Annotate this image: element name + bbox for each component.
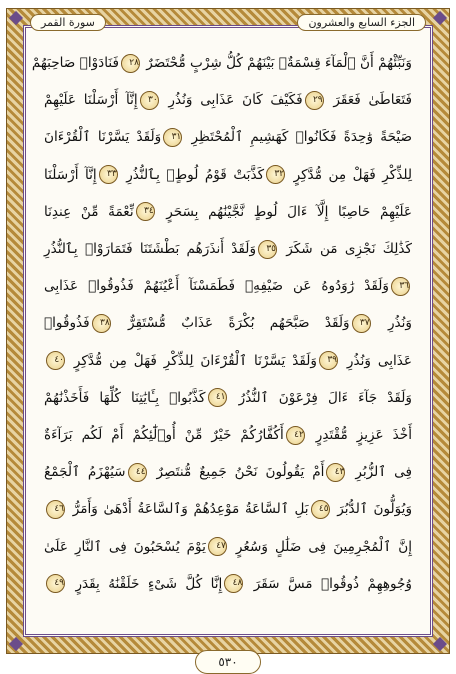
ayah-number-marker: ٤٣	[326, 463, 345, 482]
ayah-number-marker: ٤٧	[208, 537, 227, 556]
verse-text: يَوْمَ يُسْحَبُونَ فِى ٱلنَّارِ عَلَىٰ	[44, 538, 206, 555]
ayah-number-marker: ٤٩	[46, 574, 65, 593]
verse-text: أَكُفَّارُكُمْ خَيْرٌ مِّنْ أُو۟لَٰٓئِكُمْ أَمْ لَكُم بَرَآءَةٌ	[44, 427, 284, 443]
verse-text: كَذَّبُوا۟ بِـَٔايَٰتِنَا كُلِّهَا فَأَخَذْنَٰهُمْ	[44, 389, 206, 406]
text-line	[44, 494, 412, 524]
ayah-number-marker: ٢٨	[121, 54, 140, 73]
ayah-number-marker: ٣٠	[140, 91, 159, 110]
ayah-number-marker: ٣٤	[136, 202, 155, 221]
verse-text: بَلِ ٱلسَّاعَةُ مَوْعِدُهُمْ وَٱلسَّاعَةُ أَدْهَىٰ وَأَمَرُّ	[67, 501, 309, 518]
text-line	[44, 346, 412, 376]
quran-text	[31, 48, 413, 608]
verse-text: أَخْذَ عَزِيزٍ مُّقْتَدِرٍ	[306, 427, 412, 443]
corner-ornament	[433, 11, 447, 25]
text-line	[44, 457, 412, 487]
verse-text: فَتَعَاطَىٰ فَعَقَرَ	[325, 92, 412, 109]
ayah-number-marker: ٤٨	[224, 574, 243, 593]
verse-text: وَنُذُرِ	[372, 315, 412, 332]
verse-text: عَلَيْهِمْ حَاصِبًا إِلَّآ ءَالَ لُوطٍ نَّجَّيْنَٰهُم بِسَحَرٍ	[156, 203, 412, 220]
verse-text: وُجُوهِهِمْ ذُوقُوا۟ مَسَّ سَقَرَ	[245, 575, 412, 592]
corner-ornament	[9, 11, 23, 25]
text-line	[44, 532, 412, 562]
surah-label: سورة القمر	[30, 14, 106, 31]
text-line	[44, 569, 412, 599]
verse-text: فَكَيْفَ كَانَ عَذَابِى وَنُذُرِ	[160, 92, 303, 109]
text-line	[44, 271, 412, 301]
ayah-number-marker: ٣٩	[319, 351, 338, 370]
verse-text: إِنَّ ٱلْمُجْرِمِينَ فِى ضَلَٰلٍ وَسُعُرٍ	[228, 538, 412, 555]
verse-text: لِلذِّكْرِ فَهَلْ مِن مُّدَّكِرٍ	[287, 166, 412, 183]
ayah-number-marker: ٣١	[163, 128, 182, 147]
ayah-number-marker: ٤٦	[46, 500, 65, 519]
verse-text: إِنَّا كُلَّ شَىْءٍ خَلَقْنَٰهُ بِقَدَرٍ	[67, 575, 223, 592]
ayah-number-marker: ٣٢	[266, 165, 285, 184]
ayah-number-marker: ٣٣	[99, 165, 118, 184]
verse-text: فَنَادَوْا۟ صَاحِبَهُمْ	[31, 55, 119, 71]
ayah-number-marker: ٣٥	[258, 240, 277, 259]
ayah-number-marker: ٣٨	[92, 314, 111, 333]
text-line	[44, 308, 412, 338]
corner-ornament	[433, 637, 447, 651]
verse-text: أَمْ يَقُولُونَ نَحْنُ جَمِيعٌ مُّنتَصِرٌ	[148, 464, 325, 481]
page-number: ٥٣٠	[195, 650, 261, 674]
text-line	[44, 85, 412, 115]
verse-text: صَيْحَةً وَٰحِدَةً فَكَانُوا۟ كَهَشِيمِ ٱلْمُحْتَظِرِ	[184, 129, 412, 146]
verse-text: وَلَقَدْ يَسَّرْنَا ٱلْقُرْءَانَ لِلذِّكْرِ فَهَلْ مِن مُّدَّكِرٍ	[67, 352, 317, 369]
page-header	[30, 8, 426, 36]
verse-text: وَنَبِّئْهُمْ أَنَّ ٱلْمَآءَ قِسْمَةٌۢ بَيْنَهُمْ كُلُّ شِرْبٍ مُّحْتَضَرٌ	[141, 55, 412, 71]
text-line	[44, 420, 412, 450]
verse-text: إِنَّآ أَرْسَلْنَا	[44, 166, 97, 183]
ayah-number-marker: ٣٧	[352, 314, 371, 333]
ayah-number-marker: ٣٦	[391, 277, 410, 296]
verse-text: إِنَّآ أَرْسَلْنَا عَلَيْهِمْ	[44, 92, 138, 109]
ayah-number-marker: ٤٥	[311, 500, 330, 519]
verse-text: وَلَقَدْ صَبَّحَهُم بُكْرَةً عَذَابٌ مُّسْتَقِرٌّ	[112, 315, 350, 332]
verse-text: نِّعْمَةً مِّنْ عِندِنَا	[44, 203, 134, 220]
text-line	[44, 234, 412, 264]
verse-text: كَذَّبَتْ قَوْمُ لُوطٍۭ بِٱلنُّذُرِ	[119, 166, 265, 183]
verse-text: وَلَقَدْ أَنذَرَهُم بَطْشَتَنَا فَتَمَارَوْا۟ بِٱلنُّذُرِ	[44, 241, 257, 257]
ayah-number-marker: ٤٤	[128, 463, 147, 482]
verse-text: فِى ٱلزُّبُرِ	[347, 464, 412, 481]
corner-ornament	[9, 637, 23, 651]
verse-text: وَيُوَلُّونَ ٱلدُّبُرَ	[331, 501, 413, 518]
verse-text: كَذَٰلِكَ نَجْزِى مَن شَكَرَ	[279, 241, 412, 257]
juz-label: الجزء السابع والعشرون	[297, 14, 426, 31]
verse-text: سَيُهْزَمُ ٱلْجَمْعُ	[44, 464, 126, 481]
verse-text: وَلَقَدْ جَآءَ ءَالَ فِرْعَوْنَ ٱلنُّذُرُ	[228, 389, 412, 406]
text-line	[44, 383, 412, 413]
ayah-number-marker: ٢٩	[305, 91, 324, 110]
ayah-number-marker: ٤١	[208, 388, 227, 407]
ayah-number-marker: ٤٢	[286, 426, 305, 445]
verse-text: عَذَابِى وَنُذُرِ	[339, 352, 413, 369]
text-line	[44, 160, 412, 190]
verse-text: وَلَقَدْ يَسَّرْنَا ٱلْقُرْءَانَ	[44, 129, 162, 146]
verse-text: وَلَقَدْ رَٰوَدُوهُ عَن ضَيْفِهِۦ فَطَمَسْنَآ أَعْيُنَهُمْ فَذُوقُوا۟ عَذَابِى	[44, 278, 389, 295]
ayah-number-marker: ٤٠	[46, 351, 65, 370]
text-line	[31, 48, 412, 78]
text-line	[44, 122, 412, 152]
verse-text: فَذُوقُوا۟	[44, 315, 90, 332]
text-line	[44, 197, 412, 227]
